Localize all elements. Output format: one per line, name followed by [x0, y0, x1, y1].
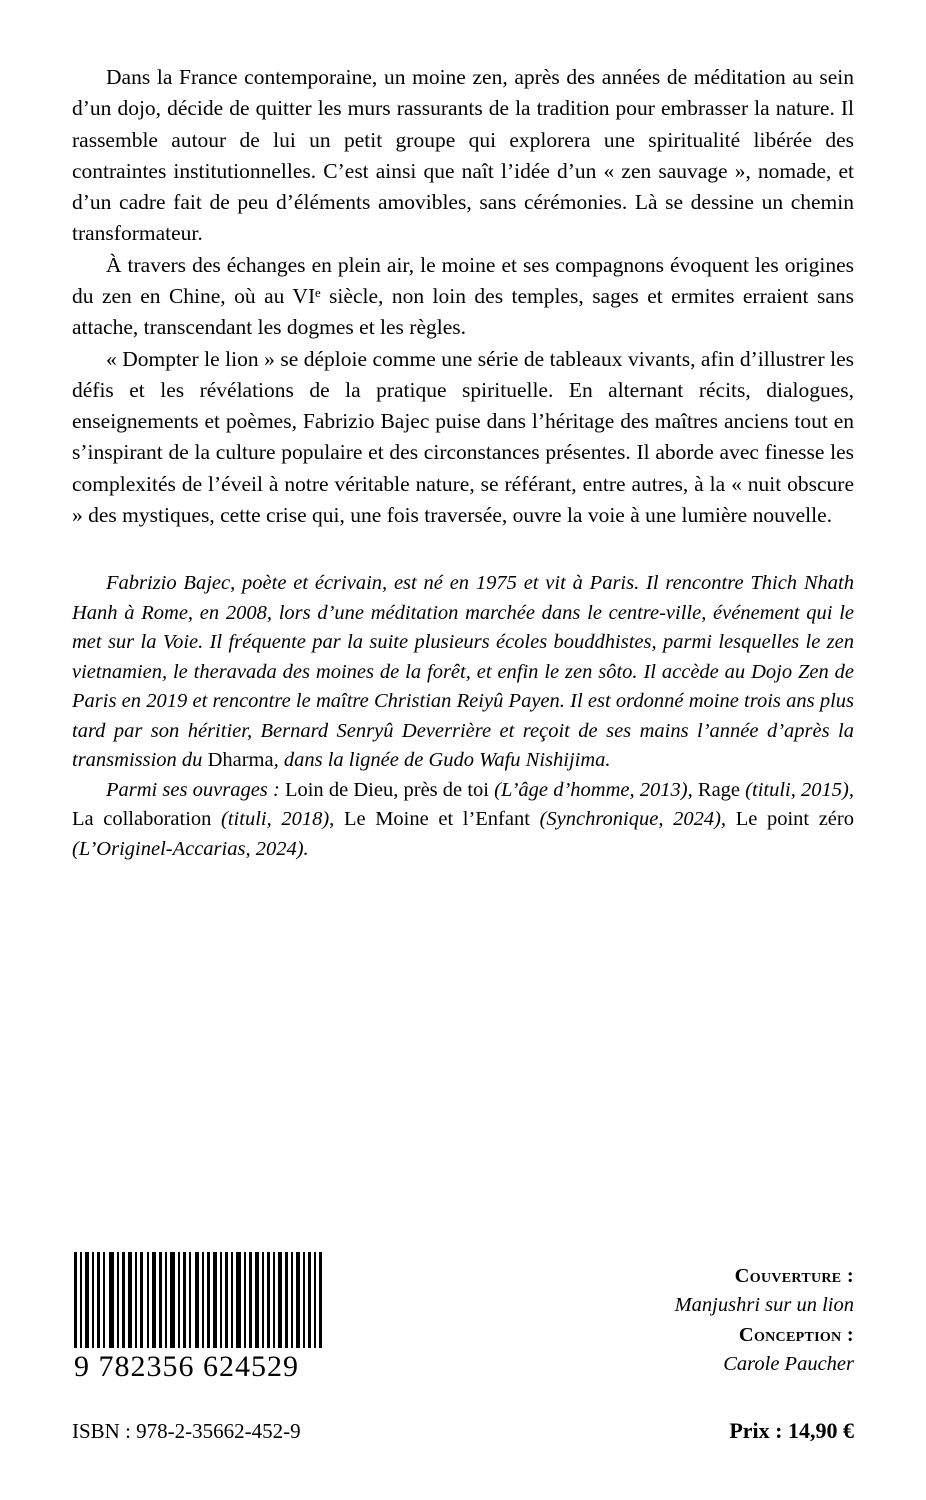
biography-paragraph [72, 569, 854, 776]
work-title-5: Le point zéro [735, 808, 854, 831]
work-title-1: Loin de Dieu, près de toi [284, 778, 489, 801]
design-credit-value: Carole Paucher [723, 1353, 854, 1376]
biography-text-part-2: , dans la lignée de Gudo Wafu Nishijima. [273, 749, 611, 772]
works-paragraph [72, 776, 854, 865]
barcode-block [72, 1252, 340, 1384]
isbn-price-row [72, 1418, 854, 1444]
author-biography-section [72, 569, 854, 864]
blurb-section [72, 62, 854, 531]
blurb-paragraph-3: « Dompter le lion » se déploie comme une série de tableaux vivants, afin d’illustrer les défis et les révélations de la pratique spirituelle. En alternant récits, dialogues, enseignements et poèmes, Fabrizio Bajec puise dans l’héritage des maîtres anciens tout en s’inspirant de la culture populaire et des circonstances présentes. Il aborde avec finesse les complexités de l’éveil à notre véritable nature, se référant, entre autres, à la « nuit obscure » des mystiques, cette crise qui, une fois traversée, ouvre la voie à une lumière nouvelle. [72, 346, 854, 527]
work-title-3: La collaboration [72, 808, 212, 831]
work-ref-4: (Synchronique, 2024), [529, 808, 736, 831]
biography-dharma-term: Dharma [207, 749, 274, 772]
barcode-digits: 9 782356 624529 [74, 1350, 299, 1383]
credits-block [675, 1262, 854, 1384]
work-ref-5: (L’Originel-Accarias, 2024). [72, 837, 309, 860]
work-ref-1: (L’âge d’homme, 2013), [488, 778, 698, 801]
cover-footer [72, 1252, 854, 1444]
ean13-barcode-icon [72, 1252, 324, 1348]
work-ref-3: (tituli, 2018), [211, 808, 344, 831]
blurb-paragraph-1: Dans la France contemporaine, un moine zen, après des années de méditation au sein d’un dojo, décide de quitter les murs rassurants de la tradition pour embrasser la nature. Il rassemble autour de lui un petit groupe qui explorera une spiritualité libérée des contraintes institutionnelles. C’est ainsi que naît l’idée d’un « zen sauvage », nomade, et d’un cadre fait de peu d’éléments amovibles, sans cérémonies. Là se dessine un chemin transformateur. [72, 65, 854, 246]
work-title-2: Rage [697, 778, 741, 801]
blurb-paragraph-2: À travers des échanges en plein air, le moine et ses compagnons évoquent les origines du zen en Chine, où au VIᵉ siècle, non loin des temples, sages et ermites erraient sans attache, transcendant les dogmes et les règles. [72, 252, 854, 340]
cover-credit-value: Manjushri sur un lion [674, 1294, 854, 1317]
isbn-text: ISBN : 978-2-35662-452-9 [72, 1419, 301, 1443]
work-ref-2: (tituli, 2015), [740, 778, 854, 801]
design-credit-label: Conception : [738, 1323, 854, 1346]
price-text: Prix : 14,90 € [729, 1418, 854, 1443]
biography-text-part-1: Fabrizio Bajec, poète et écrivain, est né en 1975 et vit à Paris. Il rencontre Thich Nhath Hanh à Rome, en 2008, lors d’une méditation marchée dans le centre-ville, événement qui le met sur la Voie. Il fréquente par la suite plusieurs écoles bouddhistes, parmi lesquelles le zen vietnamien, le theravada des moines de la forêt, et enfin le zen sôto. Il accède au Dojo Zen de Paris en 2019 et rencontre le maître Christian Reiyû Payen. Il est ordonné moine trois ans plus tard par son héritier, Bernard Senryû Deverrière et reçoit de ses mains l’année d’après la transmission du [72, 572, 854, 772]
cover-credit-label: Couverture : [734, 1264, 854, 1287]
work-title-4: Le Moine et l’Enfant [343, 808, 530, 831]
works-intro-label: Parmi ses ouvrages : [106, 778, 285, 801]
